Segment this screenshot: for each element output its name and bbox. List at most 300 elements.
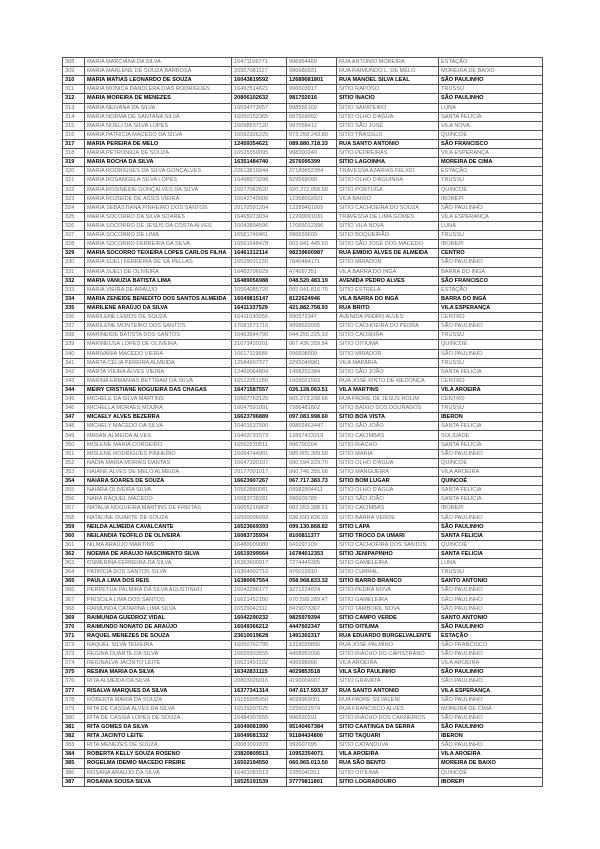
document-cell: 097.083.998.60 xyxy=(287,413,337,422)
row-number: 349 xyxy=(63,431,85,440)
nis-cell: 20803026016 xyxy=(232,677,287,686)
row-number: 322 xyxy=(63,185,85,194)
name-cell: RAIMUNDA CATARINA LIMA SILVA xyxy=(85,604,232,613)
table-row xyxy=(63,331,543,340)
name-cell: NATALINE DUARTE DE SOUZA xyxy=(85,513,232,522)
address-cell: SITIO CALDEIRA xyxy=(337,331,439,340)
name-cell: MISLENE RODRIGUES PINHEIRO xyxy=(85,449,232,458)
address-cell: SITIO OLHO D'AGUA xyxy=(337,458,439,467)
row-number: 356 xyxy=(63,495,85,504)
document-cell: 7840484171 xyxy=(287,258,337,267)
address-cell: SITIO JENIPAPINHO xyxy=(337,549,439,558)
table-row xyxy=(63,121,543,130)
district-cell: SÃO PAULINHO xyxy=(439,650,543,659)
row-number: 346 xyxy=(63,404,85,413)
nis-cell: 20172591204 xyxy=(232,203,287,212)
table-row xyxy=(63,732,543,741)
document-cell: 997569092 xyxy=(287,112,337,121)
document-cell: 2299022974 xyxy=(287,704,337,713)
name-cell: MARIA MONICA DANDLERA DIAS RODRIGUES xyxy=(85,85,232,94)
address-cell: SITIO SÃO JOSÉ xyxy=(337,121,439,130)
district-cell: VILA AROEIRA xyxy=(439,385,543,394)
name-cell: MARIA SUELI DE OLIVEIRA xyxy=(85,267,232,276)
district-cell: QUINCOÉ xyxy=(439,477,543,486)
table-row xyxy=(63,221,543,230)
name-cell: MARTA VIEIRA ALVES VIEIRA xyxy=(85,367,232,376)
nis-cell: 16529042111 xyxy=(232,604,287,613)
district-cell: SÃO PAULINHO xyxy=(439,586,543,595)
document-cell: 2285040311 xyxy=(287,768,337,777)
table-row xyxy=(63,540,543,549)
row-number: 384 xyxy=(63,750,85,759)
table-row xyxy=(63,285,543,294)
document-cell: 067.717.383.73 xyxy=(287,477,337,486)
name-cell: MARIA NEIVANA DA SILVA xyxy=(85,103,232,112)
document-cell: 996964460 xyxy=(287,58,337,67)
name-cell: PATRÍCIA DOS SANTOS SILVA xyxy=(85,568,232,577)
address-cell: SITIO CACHOEIRA DO PEDRA xyxy=(337,322,439,331)
name-cell: ROGELMA IDEMIO MACEDO FREIRE xyxy=(85,759,232,768)
name-cell: MICHELY MACEDO DA SILVA xyxy=(85,422,232,431)
name-cell: MEIRY CRISTIANE NOGUEIRA DAS CHAGAS xyxy=(85,385,232,394)
address-cell: VILA AROEIRA xyxy=(337,659,439,668)
address-cell: SITIO LAGOINHA xyxy=(337,158,439,167)
document-cell: 981702016 xyxy=(287,94,337,103)
district-cell: SANTA FELICIA xyxy=(439,112,543,121)
row-number: 353 xyxy=(63,467,85,476)
row-number: 335 xyxy=(63,303,85,312)
table-row xyxy=(63,713,543,722)
document-cell: 996620291 xyxy=(287,713,337,722)
row-number: 323 xyxy=(63,194,85,203)
address-cell: RUA PADRE SILVALENI xyxy=(337,695,439,704)
nis-cell: 16401637500 xyxy=(232,422,287,431)
nis-cell: 16471587557 xyxy=(232,385,287,394)
table-row xyxy=(63,741,543,750)
table-row xyxy=(63,167,543,176)
address-cell: SITIO BOQUEIRÃO xyxy=(337,231,439,240)
document-cell: 047.617.593.37 xyxy=(287,686,337,695)
address-cell: AVENIDA PEDRO ALVES xyxy=(337,313,439,322)
nis-cell: 16049815147 xyxy=(232,294,287,303)
row-number: 345 xyxy=(63,395,85,404)
district-cell: QUINCOÉ xyxy=(439,458,543,467)
nis-cell: 16363600917 xyxy=(232,559,287,568)
row-number: 319 xyxy=(63,158,85,167)
row-number: 320 xyxy=(63,167,85,176)
district-cell: TRUSSU xyxy=(439,404,543,413)
document-cell: 048.520.483.19 xyxy=(287,276,337,285)
nis-cell: 16621491102 xyxy=(232,659,287,668)
row-number: 369 xyxy=(63,613,85,622)
district-cell: QUINCOÉ xyxy=(439,768,543,777)
address-cell: SITIO SÃO JOSÉ DOS MACEDO xyxy=(337,240,439,249)
address-cell: SITIO CAMPO VERDE xyxy=(337,613,439,622)
document-cell: 8122624946 xyxy=(287,294,337,303)
district-cell: MOREIRA DE CIMA xyxy=(439,158,543,167)
document-cell: 3271224024 xyxy=(287,586,337,595)
district-cell: ESTAÇÃO xyxy=(439,631,543,640)
address-cell: SITIO CACHOEIRA DO SOUZA xyxy=(337,203,439,212)
name-cell: NAIARA OLIVEIRA SILVA xyxy=(85,486,232,495)
document-cell: 1665021503 xyxy=(287,376,337,385)
address-cell: SITIO GAMELEIRA xyxy=(337,559,439,568)
name-cell: NATALIA NOGUEIRA MARTINS DE FREITAS xyxy=(85,504,232,513)
nis-cell: 16377341314 xyxy=(232,686,287,695)
name-cell: RITA GOMES DA SILVA xyxy=(85,722,232,731)
name-cell: MARIA SOCORRO DA SILVA SOARES xyxy=(85,212,232,221)
table-row xyxy=(63,112,543,121)
address-cell: SITIO BOM LUGAR xyxy=(337,477,439,486)
row-number: 327 xyxy=(63,231,85,240)
nis-cell: 16042749006 xyxy=(232,194,287,203)
row-number: 381 xyxy=(63,722,85,731)
district-cell: LUNA xyxy=(439,103,543,112)
address-cell: VILA AROEIRA xyxy=(337,750,439,759)
name-cell: MICHELE DA SILVA MARTINS xyxy=(85,395,232,404)
district-cell: SÃO FRANCISCO xyxy=(439,641,543,650)
nis-cell: 16623796889 xyxy=(232,413,287,422)
address-cell: SITIO RAPOSO xyxy=(337,85,439,94)
name-cell: MARILENE ARAÚJO DA SILVA xyxy=(85,303,232,312)
table-row xyxy=(63,522,543,531)
table-row xyxy=(63,677,543,686)
name-cell: NAIANE ALVES DE MELO ALMEIDA xyxy=(85,467,232,476)
nis-cell: 16461081513 xyxy=(232,768,287,777)
document-cell: 067.436.259.84 xyxy=(287,340,337,349)
table-row xyxy=(63,759,543,768)
district-cell: SOLIDADE xyxy=(439,431,543,440)
address-cell: SITIO TRASSUJI xyxy=(337,130,439,139)
district-cell: TRUSSU xyxy=(439,568,543,577)
nis-cell: 16512351180 xyxy=(232,376,287,385)
district-cell: SÃO PAULINHO xyxy=(439,76,543,85)
row-number: 309 xyxy=(63,67,85,76)
table-row xyxy=(63,704,543,713)
district-cell: SÃO PAULINHO xyxy=(439,513,543,522)
row-number: 366 xyxy=(63,586,85,595)
address-cell: RUA SANTO ANTONIO xyxy=(337,139,439,148)
nis-cell: 16042290232 xyxy=(232,613,287,622)
address-cell: SITIO BARRO BRANCO xyxy=(337,577,439,586)
document-cell: 476010910 xyxy=(287,568,337,577)
district-cell: IBOREPI xyxy=(439,504,543,513)
district-cell: SÃO FRANCISCO xyxy=(439,139,543,148)
address-cell: SITIO MIRADOR xyxy=(337,258,439,267)
district-cell: SÃO PAULINHO xyxy=(439,322,543,331)
district-cell: SANTA FELICIA xyxy=(439,367,543,376)
nis-cell: 16562880081 xyxy=(232,486,287,495)
name-cell: NEILANDIA TEÓFILO DE OLIVEIRA xyxy=(85,531,232,540)
row-number: 354 xyxy=(63,477,85,486)
row-number: 387 xyxy=(63,777,85,786)
document-cell: 997058412 xyxy=(287,121,337,130)
name-cell: MARIA NORMA DE SANTANA SILVA xyxy=(85,112,232,121)
address-cell: RUA FRANCISCO ALVES xyxy=(337,704,439,713)
name-cell: RAQUEL MENEZES DE SOUZA xyxy=(85,631,232,640)
address-cell: RUA EMIDIO ALVES DE ALMEIDA xyxy=(337,249,439,258)
table-row xyxy=(63,668,543,677)
table-row xyxy=(63,613,543,622)
table-row xyxy=(63,294,543,303)
district-cell: SANTA FELICIA xyxy=(439,422,543,431)
table-row xyxy=(63,322,543,331)
document-cell: 7274449395 xyxy=(287,559,337,568)
address-cell: RUA SÃO BENTO xyxy=(337,759,439,768)
document-cell: 8479073367 xyxy=(287,604,337,613)
document-cell: 998556100 xyxy=(287,103,337,112)
name-cell: MARIVANIA MACEDO VIEIRA xyxy=(85,349,232,358)
address-cell: RUA JOSÉ PINTO DE MEDONÇA xyxy=(337,376,439,385)
document-cell: 98239600987 xyxy=(287,249,337,258)
document-cell: 065.273.298.66 xyxy=(287,395,337,404)
nis-cell: 16065216863 xyxy=(232,504,287,513)
name-cell: NADIA MARIA MORAIS DANTAS xyxy=(85,458,232,467)
row-number: 308 xyxy=(63,58,85,67)
table-row xyxy=(63,67,543,76)
nis-cell: 16049366212 xyxy=(232,622,287,631)
nis-cell: 16155905950 xyxy=(232,695,287,704)
district-cell: LUNA xyxy=(439,221,543,230)
table-row xyxy=(63,267,543,276)
row-number: 372 xyxy=(63,641,85,650)
district-cell: SANTO ANTONIO xyxy=(439,577,543,586)
district-cell: QUINCOÉ xyxy=(439,185,543,194)
name-cell: ROSANA ARAUJO DA SILVA xyxy=(85,768,232,777)
name-cell: MARIA ROZIEIDE DE ASSIS VIEIRA xyxy=(85,194,232,203)
district-cell: TRUSSU xyxy=(439,176,543,185)
nis-cell: 16083738281 xyxy=(232,495,287,504)
district-cell: VILA AROEIRA xyxy=(439,659,543,668)
document-cell: 992607095 xyxy=(287,741,337,750)
nis-cell: 16619399564 xyxy=(232,549,287,558)
address-cell: SITIO SAPATEIRO xyxy=(337,103,439,112)
name-cell: MARIA PEREIRA DE MELO xyxy=(85,139,232,148)
district-cell: TRUSSU xyxy=(439,231,543,240)
table-body xyxy=(63,58,543,787)
document-cell: 4699969001 xyxy=(287,695,337,704)
district-cell: BARRA DO INGÁ xyxy=(439,294,543,303)
district-cell: TRUSSU xyxy=(439,358,543,367)
document-cell: 073.258.243.89 xyxy=(287,130,337,139)
district-cell: CENTRO xyxy=(439,376,543,385)
row-number: 364 xyxy=(63,568,85,577)
district-cell: IBOREPI xyxy=(439,240,543,249)
nis-cell: 16500006093 xyxy=(232,513,287,522)
document-cell: 4029853518 xyxy=(287,668,337,677)
table-row xyxy=(63,531,543,540)
document-cell: 090.594.229.70 xyxy=(287,458,337,467)
district-cell: VILA ESPERANÇA xyxy=(439,212,543,221)
name-cell: MICAELY ALVES BEZERRA xyxy=(85,413,232,422)
address-cell: VILA BARRA DO INGÁ xyxy=(337,294,439,303)
district-cell: VILA ESPERANÇA xyxy=(439,303,543,312)
table-row xyxy=(63,58,543,67)
table-row xyxy=(63,549,543,558)
address-cell: VILA MAPARIA xyxy=(337,358,439,367)
row-number: 359 xyxy=(63,522,85,531)
district-cell: LUNA xyxy=(439,559,543,568)
table-row xyxy=(63,258,543,267)
row-number: 385 xyxy=(63,759,85,768)
name-cell: MARIA SOCORRO DE JESUS DA COSTA ALVES xyxy=(85,221,232,230)
district-cell: QUINCOÉ xyxy=(439,540,543,549)
address-cell: SITIO BOA VISTA xyxy=(337,413,439,422)
name-cell: MICHELLA MORAES MOURA xyxy=(85,404,232,413)
table-row xyxy=(63,94,543,103)
table-row xyxy=(63,395,543,404)
name-cell: MARIA PETRONILIA DE SOUZA xyxy=(85,149,232,158)
address-cell: SITIO BAIXIO DOS DOURADOS xyxy=(337,404,439,413)
nis-cell: 16402731573 xyxy=(232,431,287,440)
district-cell: IBERON xyxy=(439,413,543,422)
name-cell: NOEMIA DE ARAUJO NASCIMENTO SILVA xyxy=(85,549,232,558)
row-number: 339 xyxy=(63,340,85,349)
document-cell: 026.128.063.51 xyxy=(287,385,337,394)
address-cell: SITIO PEDREIRAS xyxy=(337,149,439,158)
row-number: 365 xyxy=(63,577,85,586)
name-cell: RITA DE CASSIA ALVES DA SILVA xyxy=(85,704,232,713)
district-cell: SANTA FELICIA xyxy=(439,486,543,495)
name-cell: REGINA DUARTE DA SILVA xyxy=(85,650,232,659)
nis-cell: 16523669393 xyxy=(232,522,287,531)
district-cell: MOREIRA DE CIMA xyxy=(439,704,543,713)
row-number: 376 xyxy=(63,677,85,686)
nis-cell: 22613810944 xyxy=(232,167,287,176)
address-cell: AVENIDA PEDRO ALVES xyxy=(337,276,439,285)
name-cell: RITA DE CASSIA LOPES DE SOUZA xyxy=(85,713,232,722)
row-number: 325 xyxy=(63,212,85,221)
nis-cell: 16047390107 xyxy=(232,458,287,467)
address-cell: SITIO RIACHO xyxy=(337,440,439,449)
district-cell: SANTA FELICIA xyxy=(439,495,543,504)
row-number: 338 xyxy=(63,331,85,340)
district-cell: IBOREPI xyxy=(439,194,543,203)
row-number: 355 xyxy=(63,486,85,495)
nis-cell: 16502194550 xyxy=(232,759,287,768)
address-cell: TRAVESSA AZARIAS FELXIO xyxy=(337,167,439,176)
row-number: 313 xyxy=(63,103,85,112)
row-number: 370 xyxy=(63,622,85,631)
document-cell: 998300240 xyxy=(287,149,337,158)
nis-cell: 16617119686 xyxy=(232,349,287,358)
row-number: 328 xyxy=(63,240,85,249)
table-row xyxy=(63,139,543,148)
row-number: 341 xyxy=(63,358,85,367)
table-row xyxy=(63,586,543,595)
row-number: 358 xyxy=(63,513,85,522)
document-cell: 002.041.445.50 xyxy=(287,240,337,249)
document-cell: 474097351 xyxy=(287,267,337,276)
row-number: 374 xyxy=(63,659,85,668)
address-cell: SITIO INACIO xyxy=(337,94,439,103)
name-cell: RAQUEL SILVA TEIXEIRA xyxy=(85,641,232,650)
row-number: 380 xyxy=(63,713,85,722)
address-cell: SITIO OLHO D'AGUINHA xyxy=(337,176,439,185)
district-cell: VILA AROEIRA xyxy=(439,750,543,759)
address-cell: SITIO CAATINGA DA SERRA xyxy=(337,722,439,731)
table-row xyxy=(63,486,543,495)
district-cell: SÃO PAULINHO xyxy=(439,94,543,103)
name-cell: MARINEIDE BATISTA DOS SANTOS xyxy=(85,331,232,340)
nis-cell: 16497514621 xyxy=(232,85,287,94)
table-row xyxy=(63,303,543,312)
district-cell: SANTA FELICIA xyxy=(439,531,543,540)
document-cell: 996680031 xyxy=(287,67,337,76)
name-cell: MARIA SOCORRO DE LIMA xyxy=(85,231,232,240)
document-cell: 1491302317 xyxy=(287,631,337,640)
address-cell: TRAVESSA DE LIMA GOMES xyxy=(337,212,439,221)
row-number: 375 xyxy=(63,668,85,677)
name-cell: MARILENE MONTEIRO DOS SANTOS xyxy=(85,322,232,331)
district-cell: VILA ESPERANÇA xyxy=(439,149,543,158)
nis-cell: 16525350095 xyxy=(232,149,287,158)
row-number: 343 xyxy=(63,376,85,385)
district-cell: IBERON xyxy=(439,732,543,741)
document-cell: 996609785 xyxy=(287,495,337,504)
table-row xyxy=(63,103,543,112)
document-cell: 4458952006 xyxy=(287,650,337,659)
table-row xyxy=(63,722,543,731)
address-cell: SITIO TAQUARI xyxy=(337,732,439,741)
row-number: 311 xyxy=(63,85,85,94)
document-cell: 2295049981 xyxy=(287,358,337,367)
address-cell: SITIO OLHO D'AGUA xyxy=(337,112,439,121)
row-number: 368 xyxy=(63,604,85,613)
district-cell: VILA ESPERANÇA xyxy=(439,686,543,695)
nis-cell: 16380067554 xyxy=(232,577,287,586)
document-cell: 12200091031 xyxy=(287,212,337,221)
document-cell: 996603917 xyxy=(287,85,337,94)
district-cell: SÃO PAULINHO xyxy=(439,741,543,750)
district-cell: SÃO PAULINHO xyxy=(439,695,543,704)
table-row xyxy=(63,631,543,640)
document-cell: 060.746.355.68 xyxy=(287,467,337,476)
document-cell: 1219039856 xyxy=(287,641,337,650)
district-cell: SÃO FRANCISCO xyxy=(439,276,543,285)
address-cell: RUA PADRE DE JESUS ROLIM xyxy=(337,395,439,404)
table-row xyxy=(63,650,543,659)
nis-cell: 16480009080 xyxy=(232,540,287,549)
nis-cell: 16050152365 xyxy=(232,112,287,121)
document-cell: 12289461009 xyxy=(287,203,337,212)
table-row xyxy=(63,686,543,695)
district-cell: ESTAÇÃO xyxy=(439,285,543,294)
document-cell: 8100811377 xyxy=(287,531,337,540)
name-cell: NARA RAQUEL MACEDO xyxy=(85,495,232,504)
nis-cell: 21071439201 xyxy=(232,340,287,349)
row-number: 347 xyxy=(63,413,85,422)
nis-cell: 23610019628 xyxy=(232,631,287,640)
nis-cell: 16621452180 xyxy=(232,595,287,604)
row-number: 321 xyxy=(63,176,85,185)
row-number: 318 xyxy=(63,149,85,158)
nis-cell: 16050762795 xyxy=(232,641,287,650)
nis-cell: 16083735934 xyxy=(232,531,287,540)
table-row xyxy=(63,313,543,322)
row-number: 357 xyxy=(63,504,85,513)
district-cell: SÃO PAULINHO xyxy=(439,258,543,267)
document-cell: 041097109 xyxy=(287,540,337,549)
nis-cell: 16463544790 xyxy=(232,331,287,340)
district-cell: SANTA FELICIA xyxy=(439,440,543,449)
nis-cell: 16561648478 xyxy=(232,240,287,249)
nis-cell: 16342831115 xyxy=(232,668,287,677)
name-cell: ROBERTA MARIA DA SOUZA xyxy=(85,695,232,704)
row-number: 352 xyxy=(63,458,85,467)
nis-cell: 16049081990 xyxy=(232,722,287,731)
row-number: 324 xyxy=(63,203,85,212)
